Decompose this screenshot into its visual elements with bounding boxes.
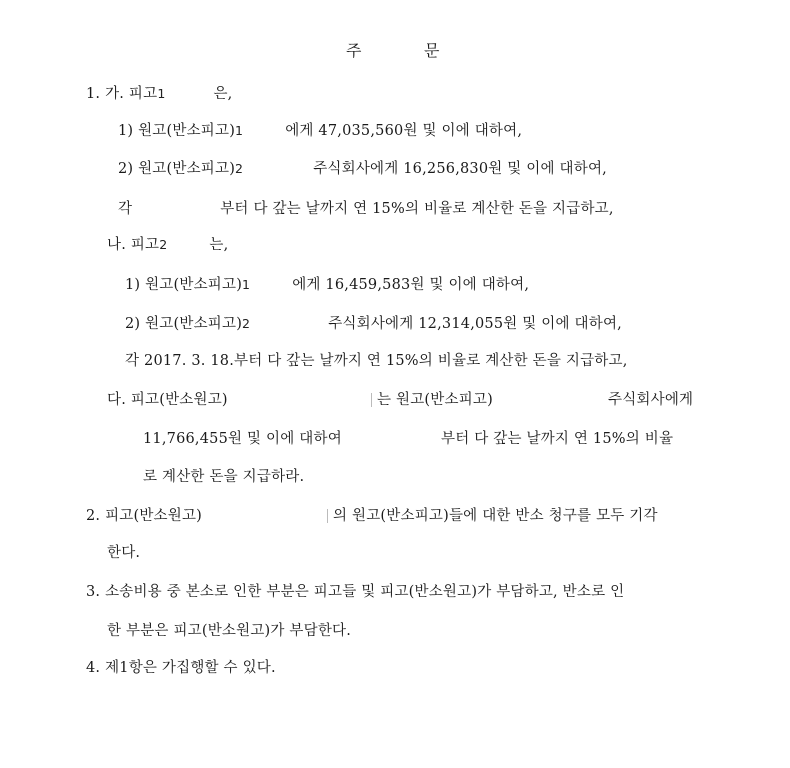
item1-da-line2b xyxy=(441,429,673,449)
defendant-label: 다. 피고(반소원고) xyxy=(107,392,228,408)
item1-ga-tail: 은, xyxy=(213,86,233,102)
redaction-mark: 2 xyxy=(242,316,251,331)
claim-text: 에게 16,459,583원 및 이에 대하여, xyxy=(292,277,530,293)
item2-line1b xyxy=(333,506,658,526)
item1-da-end xyxy=(608,390,693,410)
interest-text: 부터 다 갚는 날까지 연 15%의 비율로 계산한 돈을 지급하고, xyxy=(220,201,614,217)
item2-number: 2. xyxy=(86,508,101,524)
item1-na-sub2 xyxy=(125,314,622,334)
item1-ga-line xyxy=(86,84,233,104)
item3-line1 xyxy=(86,582,624,602)
provisional-execution-text: 제1항은 가집행할 수 있다. xyxy=(105,660,276,676)
defendant-label: 피고(반소원고) xyxy=(105,508,203,524)
plaintiff-label: 2) 원고(반소피고) xyxy=(118,161,236,177)
item1-number: 1. xyxy=(86,86,101,102)
document-title-2 xyxy=(424,40,439,62)
item4-line xyxy=(86,658,276,678)
dismissal-text: 의 원고(반소피고)들에 대한 반소 청구를 모두 기각 xyxy=(333,508,658,524)
redaction-bar xyxy=(327,509,328,523)
item1-na-sub1 xyxy=(125,275,529,295)
document-title xyxy=(346,40,361,62)
item1-da-line xyxy=(107,390,228,410)
item4-number: 4. xyxy=(86,660,101,676)
item3-line2 xyxy=(107,621,351,641)
claim-text: 에게 47,035,560원 및 이에 대하여, xyxy=(285,123,523,139)
payment-text: 로 계산한 돈을 지급하라. xyxy=(143,469,305,485)
claim-text: 주식회사에게 16,256,830원 및 이에 대하여, xyxy=(313,161,607,177)
item3-number: 3. xyxy=(86,584,101,600)
redaction-bar xyxy=(371,393,372,407)
claim-text: 주식회사에게 12,314,055원 및 이에 대하여, xyxy=(328,316,622,332)
item2-line1 xyxy=(86,506,202,526)
company-suffix: 주식회사에게 xyxy=(608,392,694,408)
plaintiff-label: 2) 원고(반소피고) xyxy=(125,316,243,332)
item1-na-each xyxy=(125,351,628,371)
claim-text: 11,766,455원 및 이에 대하여 xyxy=(143,431,342,447)
redaction-mark: 2 xyxy=(235,161,244,176)
item1-da-line3 xyxy=(143,467,304,487)
costs-text: 소송비용 중 본소로 인한 부분은 피고들 및 피고(반소원고)가 부담하고, 반소로 인 xyxy=(105,584,625,600)
redaction-mark: 2 xyxy=(159,237,168,252)
item1-ga-each xyxy=(118,199,614,219)
title-char-1: 주 xyxy=(346,41,362,60)
item1-ga-sub1 xyxy=(118,121,522,141)
item1-da-line2 xyxy=(143,429,342,449)
redaction-mark: 1 xyxy=(242,277,251,292)
item1-na-line xyxy=(107,235,228,255)
interest-text: 부터 다 갚는 날까지 연 15%의 비율 xyxy=(441,431,674,447)
title-char-2: 문 xyxy=(424,41,440,60)
item1-ga-label: 가. 피고 xyxy=(105,86,158,102)
item1-da-mid xyxy=(377,390,493,410)
plaintiff-label: 는 원고(반소피고) xyxy=(377,392,493,408)
item1-na-label: 나. 피고 xyxy=(107,237,160,253)
plaintiff-label: 1) 원고(반소피고) xyxy=(118,123,236,139)
redaction-mark: 1 xyxy=(235,123,244,138)
interest-text: 각 2017. 3. 18.부터 다 갚는 날까지 연 15%의 비율로 계산한 돈을 지급하고, xyxy=(125,353,628,369)
plaintiff-label: 1) 원고(반소피고) xyxy=(125,277,243,293)
each-label: 각 xyxy=(118,201,133,217)
item1-na-tail: 는, xyxy=(209,237,229,253)
dismissal-tail: 한다. xyxy=(107,545,141,561)
item1-ga-sub2 xyxy=(118,159,607,179)
costs-text-tail: 한 부분은 피고(반소원고)가 부담한다. xyxy=(107,623,352,639)
redaction-mark: 1 xyxy=(157,86,166,101)
item2-line2 xyxy=(107,543,140,563)
